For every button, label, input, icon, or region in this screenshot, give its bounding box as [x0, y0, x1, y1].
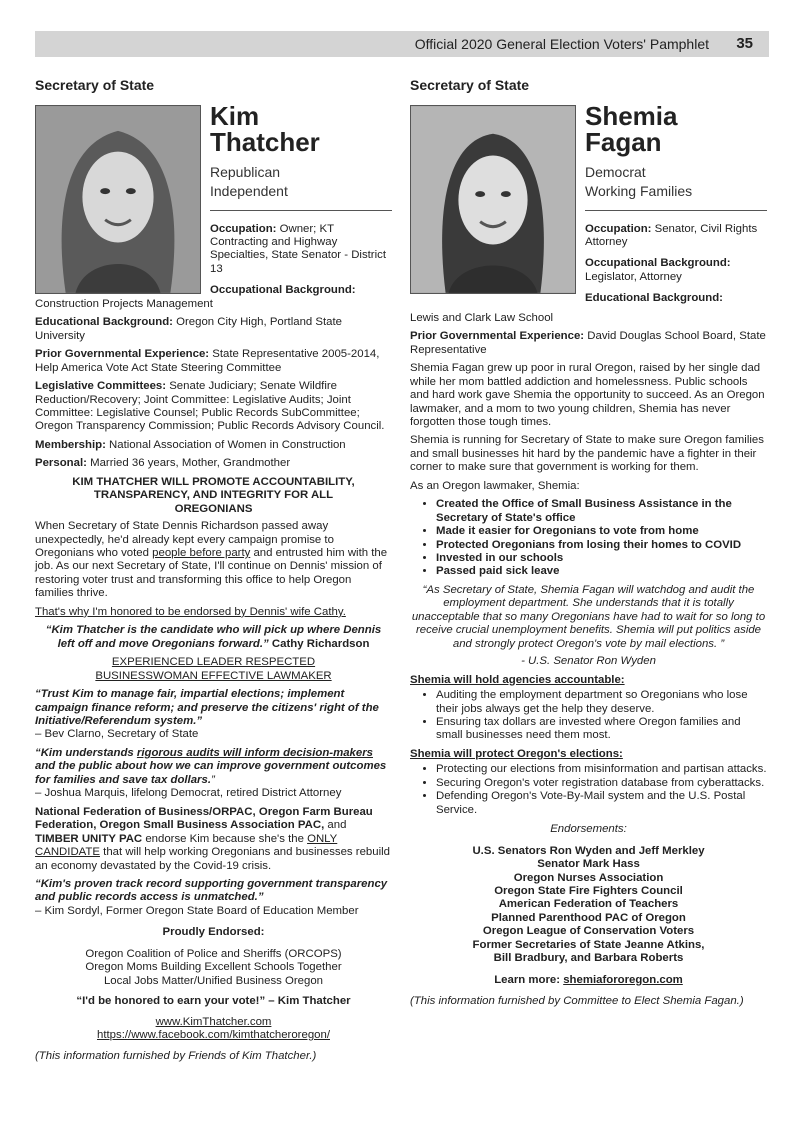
marquis-attribution: – Joshua Marquis, lifelong Democrat, retired District Attorney — [35, 787, 342, 800]
candidate-name-first: Kim — [210, 100, 260, 131]
bio-paragraph-1: Shemia Fagan grew up poor in rural Oregon, raised by her single dad while her mom battled addiction and homelessness. Public schools and hard work gave Shemia the opportunity to succeed. As an Oregon lawmaker, and a mom to two young children, Shemia has never forgotten those tough times. — [410, 362, 765, 428]
occupation: Occupation: Owner; KT Contracting and Highway Specialties, State Senator - District 13 — [210, 222, 386, 275]
portrait-icon — [411, 106, 575, 293]
educational-background-label: Educational Background: — [585, 292, 723, 305]
prior-experience: Prior Governmental Experience: David Douglas School Board, State Representative — [410, 330, 766, 356]
list-item: • Securing Oregon's voter registration database from cyberattacks. — [436, 777, 767, 790]
sordyl-attribution: – Kim Sordyl, Former Oregon State Board of Education Member — [35, 904, 359, 917]
page-header — [35, 31, 769, 57]
list-item: • Created the Office of Small Business Assistance in the Secretary of State's office — [436, 498, 767, 525]
occupational-background-label: Occupational Background: — [210, 284, 356, 297]
cathy-quote: “Kim Thatcher is the candidate who will pick up where Dennis left off and move Oregonians forward.” Cathy Richardson — [45, 624, 382, 650]
portrait-icon — [36, 106, 200, 293]
occupational-background: Construction Projects Management — [35, 297, 213, 310]
candidate-photo-thatcher — [35, 105, 201, 294]
membership: Membership: National Association of Women in Construction — [35, 438, 346, 451]
page-number: 35 — [736, 35, 753, 52]
endorsement-item: Oregon State Fire Fighters Council — [494, 885, 683, 897]
party-1: Democrat — [585, 163, 646, 180]
sordyl-quote: “Kim's proven track record supporting government transparency and public records access is unmatched.” — [35, 878, 388, 904]
divider — [210, 210, 392, 211]
endorsement-item: Bill Bradbury, and Barbara Roberts — [493, 952, 684, 965]
party-2: Working Families — [585, 182, 693, 199]
accountable-heading: Shemia will hold agencies accountable: — [410, 673, 625, 686]
honored-line: “I'd be honored to earn your vote!” – Kim Thatcher — [76, 995, 351, 1008]
endorsements-label: Endorsements: — [550, 823, 627, 836]
richardson-paragraph: When Secretary of State Dennis Richardson passed away unexpectedly, he'd already kept every campaign promise to Oregonians who voted people before party and entrusted him with the job. As our next Secretary of State, I'll continue on Dennis' mission of restoring voter trust and transforming this office to help Oregon families thrive. — [35, 520, 388, 600]
candidate-name-last: Fagan — [585, 126, 662, 157]
bio-paragraph-2: Shemia is running for Secretary of State to make sure Oregon families and small businesses hit hard by the pandemic have a fighter in their corner to make sure that government is working for them. — [410, 434, 764, 474]
business-endorsements: National Federation of Business/ORPAC, Oregon Farm Bureau Federation, Oregon Small Business Association PAC, and TIMBER UNITY PAC endorse Kim because she's the ONLY CANDIDATE that will help working Oregonians and businesses rebuild an economy devastated by the Covid-19 crisis. — [35, 805, 390, 872]
party-2: Independent — [210, 182, 288, 199]
list-item: • Ensuring tax dollars are invested where Oregon families and small businesses need them most. — [436, 716, 767, 743]
list-item: • Made it easier for Oregonians to vote from home — [436, 525, 767, 538]
endorsement-item: U.S. Senators Ron Wyden and Jeff Merkley — [472, 844, 705, 857]
campaign-website-link[interactable]: shemiafororegon.com — [563, 973, 683, 986]
clarno-quote: “Trust Kim to manage fair, impartial elections; implement campaign finance reform; and preserve the citizens' right of the Initiative/Referendum system.” — [35, 688, 379, 728]
divider — [585, 210, 767, 211]
endorsement-item: Oregon Nurses Association — [513, 871, 664, 884]
list-item: • Invested in our schools — [436, 552, 767, 565]
furnished-by: (This information furnished by Friends of Kim Thatcher.) — [35, 1049, 317, 1062]
protect-heading: Shemia will protect Oregon's elections: — [410, 747, 623, 760]
candidate-column-thatcher — [35, 77, 392, 1068]
furnished-by: (This information furnished by Committee to Elect Shemia Fagan.) — [410, 995, 744, 1008]
bio-paragraph-3: As an Oregon lawmaker, Shemia: — [410, 479, 580, 492]
wyden-quote: “As Secretary of State, Shemia Fagan will watchdog and audit the employment department. She understands that it is totally unacceptable that so many Oregonians have had to wait for so long to receive crucial unemployment benefits. Shemia will put politics aside and strongly protect Oregon's vote by mail elections. ” — [411, 583, 766, 650]
facebook-link[interactable]: https://www.facebook.com/kimthatcheroregon/ — [97, 1029, 330, 1042]
candidate-photo-fagan — [410, 105, 576, 294]
endorsement-list — [410, 845, 767, 966]
pamphlet-title: Official 2020 General Election Voters' Pamphlet — [414, 36, 709, 52]
endorsement-item: Planned Parenthood PAC of Oregon — [491, 911, 686, 924]
educational-background: Educational Background: Oregon City High, Portland State University — [35, 316, 343, 342]
marquis-quote: “Kim understands rigorous audits will inform decision-makers and the public about how we can improve government outcomes for families and save tax dollars.” — [35, 746, 387, 786]
promote-heading: KIM THATCHER WILL PROMOTE ACCOUNTABILITY, TRANSPARENCY, AND INTEGRITY FOR ALL OREGONIANS — [72, 475, 355, 515]
candidate-column-fagan — [410, 77, 767, 1014]
personal: Personal: Married 36 years, Mother, Grandmother — [35, 457, 291, 470]
list-item: • Defending Oregon's Vote-By-Mail system and the U.S. Postal Service. — [436, 790, 767, 817]
candidate-name-first: Shemia — [585, 100, 678, 131]
legislative-committees: Legislative Committees: Senate Judiciary; Senate Wildfire Reduction/Recovery; Joint Committee: Legislative Audits; Joint Committee: Legislative Counsel; Public Records SubCommittee; Oregon Transparency Commission; Public Records Advisory Council. — [35, 380, 385, 433]
clarno-attribution: – Bev Clarno, Secretary of State — [35, 728, 199, 741]
office-heading: Secretary of State — [410, 77, 530, 93]
office-heading: Secretary of State — [35, 77, 155, 93]
endorsement-item: Oregon League of Conservation Voters — [482, 925, 695, 938]
wyden-attribution: - U.S. Senator Ron Wyden — [521, 655, 656, 668]
proudly-endorsed: Proudly Endorsed: — [162, 926, 265, 939]
cathy-endorsement: That's why I'm honored to be endorsed by Dennis' wife Cathy. — [35, 605, 346, 618]
experienced-leader: EXPERIENCED LEADER RESPECTED BUSINESSWOMAN EFFECTIVE LAWMAKER — [95, 656, 332, 682]
list-item: • Passed paid sick leave — [436, 565, 767, 578]
accomplishments-list — [410, 498, 767, 579]
protect-list — [410, 763, 767, 817]
educational-background: Lewis and Clark Law School — [410, 311, 554, 324]
website-link[interactable]: www.KimThatcher.com — [155, 1015, 272, 1028]
occupation: Occupation: Senator, Civil Rights Attorney — [585, 222, 758, 248]
learn-more: Learn more: shemiafororegon.com — [494, 973, 683, 986]
party-1: Republican — [210, 163, 281, 180]
list-item: • Protecting our elections from misinformation and partisan attacks. — [436, 763, 767, 776]
endorsement-item: Senator Mark Hass — [537, 858, 640, 871]
endorsement-list — [35, 948, 392, 988]
endorsement-item: Oregon Coalition of Police and Sheriffs (ORCOPS) — [85, 947, 342, 960]
list-item: • Protected Oregonians from losing their homes to COVID — [436, 539, 767, 552]
list-item: • Auditing the employment department so Oregonians who lose their jobs always get the help they deserve. — [436, 689, 767, 716]
prior-experience: Prior Governmental Experience: State Representative 2005-2014, Help America Vote Act State Steering Committee — [35, 348, 380, 374]
endorsement-item: Former Secretaries of State Jeanne Atkins, — [472, 938, 705, 951]
endorsement-item: Local Jobs Matter/Unified Business Oregon — [103, 974, 324, 987]
accountable-list — [410, 689, 767, 743]
occupational-background: Occupational Background: Legislator, Attorney — [585, 257, 731, 283]
endorsement-item: Oregon Moms Building Excellent Schools Together — [85, 961, 342, 974]
candidate-name-last: Thatcher — [210, 126, 320, 157]
endorsement-item: American Federation of Teachers — [498, 898, 679, 911]
